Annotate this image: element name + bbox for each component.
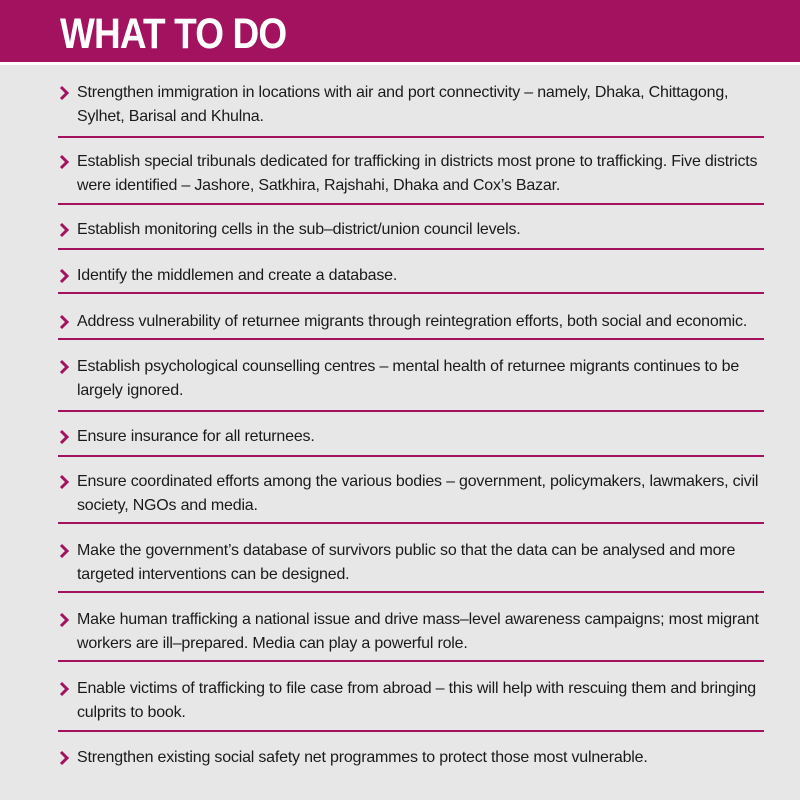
list-item-text: Establish psychological counselling centres – mental health of returnee migrants continues to be largely ignored. bbox=[77, 358, 740, 399]
list-item-text: Establish special tribunals dedicated for trafficking in districts most prone to trafficking. Five districts were identified – Jashore, Satkhira, Rajshahi, Dhaka and Cox’s Bazar. bbox=[77, 153, 758, 194]
list-item-text: Make human trafficking a national issue and drive mass–level awareness campaigns; most migrant workers are ill–prepared. Media can play a powerful role. bbox=[77, 611, 759, 652]
list-item-text: Ensure insurance for all returnees. bbox=[77, 428, 315, 445]
page-title: WHAT TO DO bbox=[60, 10, 287, 58]
chevron-right-icon bbox=[58, 81, 72, 105]
list-item-text: Identify the middlemen and create a database. bbox=[77, 267, 398, 284]
list-item-text: Strengthen existing social safety net programmes to protect those most vulnerable. bbox=[77, 749, 648, 766]
list-item bbox=[58, 81, 764, 138]
list-item bbox=[58, 425, 764, 457]
list-item-text: Establish monitoring cells in the sub–district/union council levels. bbox=[77, 221, 521, 238]
list-item bbox=[58, 746, 764, 776]
chevron-right-icon bbox=[58, 470, 72, 494]
chevron-right-icon bbox=[58, 310, 72, 334]
list-item bbox=[58, 608, 764, 662]
list-item bbox=[58, 218, 764, 250]
list-item bbox=[58, 677, 764, 732]
list-item bbox=[58, 150, 764, 205]
chevron-right-icon bbox=[58, 539, 72, 563]
list-item-text: Ensure coordinated efforts among the various bodies – government, policymakers, lawmakers, civil society, NGOs and media. bbox=[77, 473, 759, 514]
list-item-text: Address vulnerability of returnee migrants through reintegration efforts, both social and economic. bbox=[77, 313, 748, 330]
chevron-right-icon bbox=[58, 746, 72, 770]
list-item bbox=[58, 355, 764, 412]
list-item-text: Strengthen immigration in locations with air and port connectivity – namely, Dhaka, Chittagong, Sylhet, Barisal and Khulna. bbox=[77, 84, 729, 125]
chevron-right-icon bbox=[58, 425, 72, 449]
list-item-text: Make the government’s database of survivors public so that the data can be analysed and more targeted interventions can be designed. bbox=[77, 542, 736, 583]
chevron-right-icon bbox=[58, 355, 72, 379]
list-item bbox=[58, 539, 764, 593]
chevron-right-icon bbox=[58, 677, 72, 701]
chevron-right-icon bbox=[58, 150, 72, 174]
list-item bbox=[58, 310, 764, 340]
list-item bbox=[58, 470, 764, 524]
chevron-right-icon bbox=[58, 264, 72, 288]
list-item-text: Enable victims of trafficking to file case from abroad – this will help with rescuing them and bringing culprits to book. bbox=[77, 680, 757, 721]
list-item bbox=[58, 264, 764, 294]
chevron-right-icon bbox=[58, 218, 72, 242]
header-banner bbox=[0, 0, 800, 65]
chevron-right-icon bbox=[58, 608, 72, 632]
